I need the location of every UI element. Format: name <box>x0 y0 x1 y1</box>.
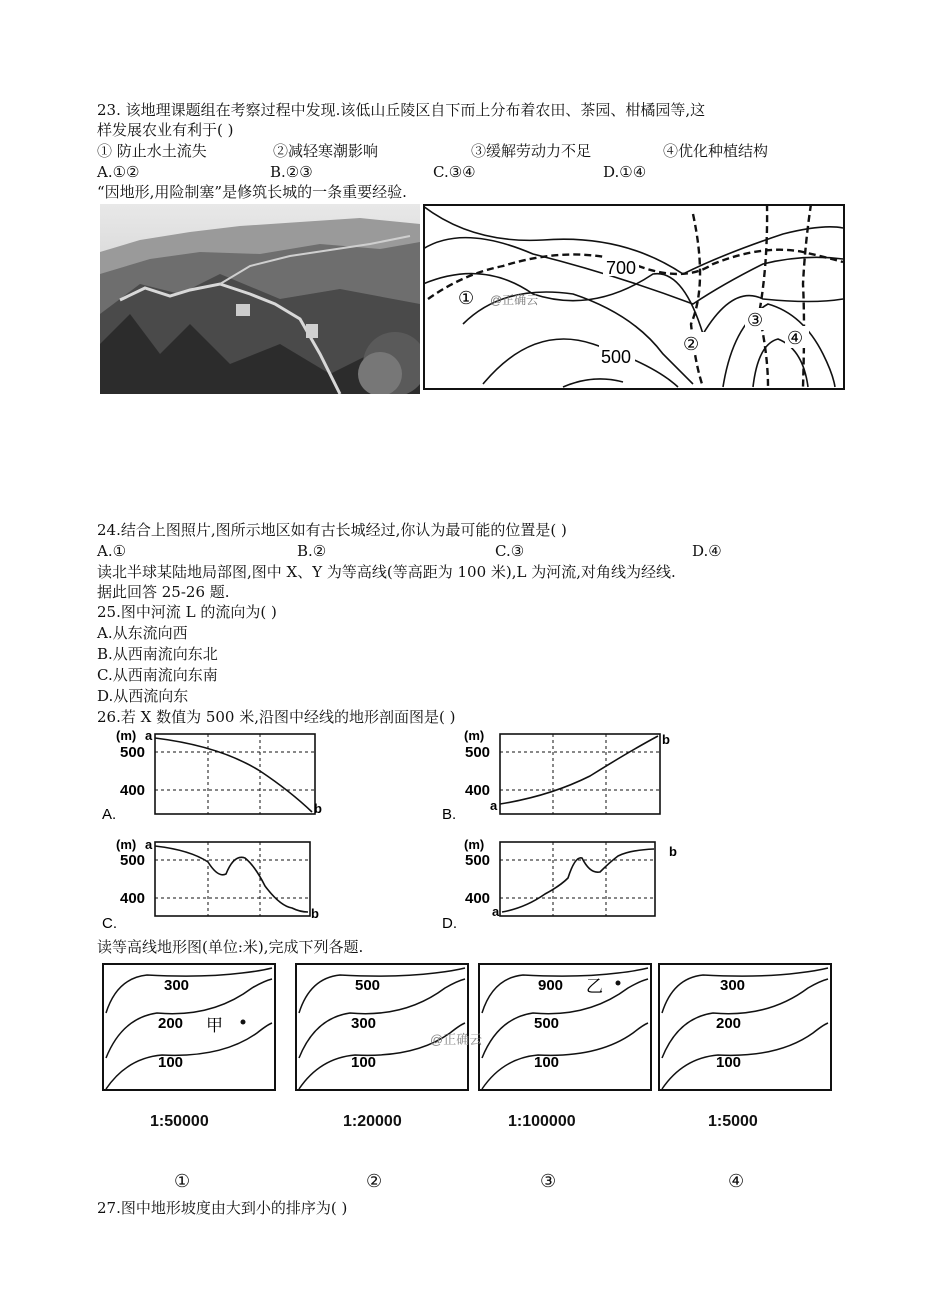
q23-item-4: ④优化种植结构 <box>663 142 769 160</box>
end-label-b: b <box>669 844 677 859</box>
contour-label: 500 <box>355 977 381 994</box>
q25-stem: 25.图中河流 L 的流向为( ) <box>97 603 277 621</box>
q25-option-c: C.从西南流向东南 <box>97 666 218 684</box>
q23-option-d: D.①④ <box>603 163 647 181</box>
contour-label: 100 <box>716 1054 742 1071</box>
point-dot <box>616 981 621 986</box>
profile-chart-d <box>440 836 680 934</box>
contour-label: 100 <box>158 1054 184 1071</box>
unit-label: (m) <box>464 837 485 852</box>
scale-1: 1:50000 <box>150 1113 209 1130</box>
q24-option-c: C.③ <box>495 542 525 560</box>
start-label-a: a <box>145 837 153 852</box>
q25-option-a: A.从东流向西 <box>97 624 188 642</box>
option-letter: C. <box>102 915 117 932</box>
marker-1: ① <box>458 288 475 308</box>
q26-stem: 26.若 X 数值为 500 米,沿图中经线的地形剖面图是( ) <box>97 708 456 726</box>
map-num-1: ① <box>174 1171 191 1192</box>
q24-option-a: A.① <box>97 542 127 560</box>
profile-chart-b <box>440 726 680 826</box>
y-tick-400: 400 <box>120 890 146 907</box>
watermark-2: @正确云 <box>430 1032 483 1047</box>
contour-map-3 <box>478 963 654 1093</box>
contour-label: 300 <box>720 977 746 994</box>
contour-label: 300 <box>164 977 190 994</box>
option-letter: B. <box>442 806 457 823</box>
q24-stem: 24.结合上图照片,图所示地区如有古长城经过,你认为最可能的位置是( ) <box>97 521 567 539</box>
contour-label-700: 700 <box>606 258 637 278</box>
contour-label: 100 <box>534 1054 560 1071</box>
contour-label-500: 500 <box>601 347 632 367</box>
q23-item-3: ③缓解劳动力不足 <box>471 142 592 160</box>
point-dot <box>241 1020 246 1025</box>
q24-option-b: B.② <box>297 542 327 560</box>
intro-25-26-line2: 据此回答 25-26 题. <box>97 583 230 601</box>
contour-map-1 <box>102 963 278 1093</box>
marker-3: ③ <box>747 310 764 330</box>
contour-map-2 <box>295 963 471 1093</box>
start-label-a: a <box>490 798 498 813</box>
y-tick-400: 400 <box>120 782 146 799</box>
q27-stem: 27.图中地形坡度由大到小的排序为( ) <box>97 1199 348 1217</box>
q23-option-b: B.②③ <box>270 163 313 181</box>
intro-25-26-line1: 读北半球某陆地局部图,图中 X、Y 为等高线(等高距为 100 米),L 为河流,对角线为经线. <box>97 563 676 581</box>
option-letter: A. <box>102 806 117 823</box>
scale-2: 1:20000 <box>343 1113 402 1130</box>
y-tick-500: 500 <box>465 744 491 761</box>
map-num-2: ② <box>366 1171 383 1192</box>
contour-label: 500 <box>534 1015 560 1032</box>
option-letter: D. <box>442 915 457 932</box>
y-tick-400: 400 <box>465 782 491 799</box>
end-label-b: b <box>662 732 670 747</box>
q23-stem-line1: 23. 该地理课题组在考察过程中发现.该低山丘陵区自下而上分布着农田、茶园、柑橘园等,这 <box>97 101 706 119</box>
contour-label: 300 <box>351 1015 377 1032</box>
y-tick-500: 500 <box>120 744 146 761</box>
unit-label: (m) <box>116 728 137 743</box>
q23-option-a: A.①② <box>97 163 140 181</box>
q24-option-d: D.④ <box>692 542 722 560</box>
q23-option-c: C.③④ <box>433 163 476 181</box>
contour-map-4 <box>658 963 834 1093</box>
q25-option-d: D.从西流向东 <box>97 687 189 705</box>
y-tick-500: 500 <box>120 852 146 869</box>
unit-label: (m) <box>116 837 137 852</box>
map-num-3: ③ <box>540 1171 557 1192</box>
start-label-a: a <box>492 904 500 919</box>
great-wall-photo <box>100 204 420 394</box>
watermark: @正确云 <box>490 293 539 307</box>
contour-label: 200 <box>716 1015 742 1032</box>
end-label-b: b <box>311 906 319 921</box>
profile-chart-a <box>100 726 340 826</box>
point-label-jia: 甲 <box>206 1016 223 1035</box>
contour-label: 100 <box>351 1054 377 1071</box>
scale-3: 1:100000 <box>508 1113 576 1130</box>
map-num-4: ④ <box>728 1171 745 1192</box>
marker-4: ④ <box>787 328 804 348</box>
y-tick-400: 400 <box>465 890 491 907</box>
contour-map <box>423 204 845 390</box>
q23-item-2: ②减轻寒潮影响 <box>273 142 379 160</box>
contour-label: 200 <box>158 1015 184 1032</box>
intro-greatwall: “因地形,用险制塞”是修筑长城的一条重要经验. <box>97 183 407 201</box>
scale-4: 1:5000 <box>708 1113 758 1130</box>
q23-item-1: ① 防止水土流失 <box>97 142 207 160</box>
marker-2: ② <box>683 334 700 354</box>
y-tick-500: 500 <box>465 852 491 869</box>
unit-label: (m) <box>464 728 485 743</box>
contour-label: 900 <box>538 977 564 994</box>
intro-27: 读等高线地形图(单位:米),完成下列各题. <box>97 938 364 956</box>
q23-stem-line2: 样发展农业有利于( ) <box>97 121 234 139</box>
profile-chart-c <box>100 836 340 934</box>
point-label-yi: 乙 <box>586 977 603 996</box>
end-label-b: b <box>314 801 322 816</box>
start-label-a: a <box>145 728 153 743</box>
q25-option-b: B.从西南流向东北 <box>97 645 218 663</box>
